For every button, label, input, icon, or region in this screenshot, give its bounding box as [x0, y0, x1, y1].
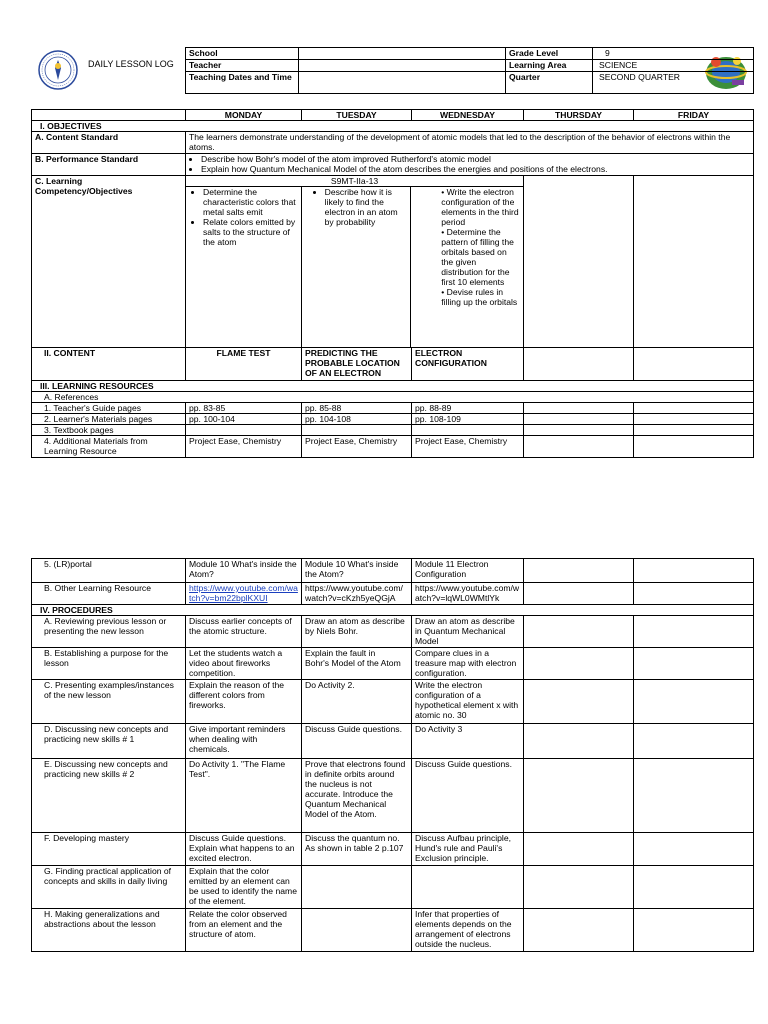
content-tuesday: PREDICTING THE PROBABLE LOCATION OF AN ELECTRON [302, 348, 412, 381]
learning-area-label: Learning Area [506, 60, 593, 72]
procedure-c-tuesday: Do Activity 2. [302, 680, 412, 724]
procedure-b-tuesday [302, 648, 412, 680]
learners-materials-thursday [524, 414, 634, 425]
lr-portal-wednesday: Module 11 Electron Configuration [412, 559, 524, 583]
procedure-c-monday: Explain the reason of the different colors from fireworks. [186, 680, 302, 724]
procedure-c-wednesday: Write the electron configuration of a hypothetical element x with atomic no. 30 [412, 680, 524, 724]
procedure-d-friday [634, 724, 754, 759]
procedure-e-wednesday: Discuss Guide questions. [412, 759, 524, 833]
school-label: School [186, 48, 299, 60]
procedure-e-tuesday: Prove that electrons found in definite orbits around the nucleus is not accurate. Introduce the Quantum Mechanical Model of the Atom. [302, 759, 412, 833]
procedure-e-friday [634, 759, 754, 833]
procedure-f-tuesday: Discuss the quantum no. As shown in table 2 p.107 [302, 833, 412, 866]
objective-item: • Relate colors emitted by salts to the structure of the atom [203, 217, 298, 247]
teachers-guide-wednesday: pp. 88-89 [412, 403, 524, 414]
day-header-monday: MONDAY [186, 110, 302, 121]
competency-label-line-2: Competency/Objectives [35, 186, 133, 196]
procedure-h-monday: Relate the color observed from an element and the structure of atom. [186, 909, 302, 952]
school-value [299, 48, 506, 60]
procedure-b-tuesday-line-1: Explain the fault in [305, 648, 376, 658]
procedure-g-label: G. Finding practical application of concepts and skills in daily living [32, 866, 186, 909]
learning-area-value: SCIENCE [593, 60, 754, 72]
teachers-guide-label: 1. Teacher's Guide pages [32, 403, 186, 414]
procedure-a-wednesday: Draw an atom as describe in Quantum Mechanical Model [412, 616, 524, 648]
procedure-f-thursday [524, 833, 634, 866]
procedure-c-friday [634, 680, 754, 724]
header-table [185, 47, 754, 94]
procedure-c-thursday [524, 680, 634, 724]
tuesday-objectives [302, 187, 412, 347]
learners-materials-label: 2. Learner's Materials pages [32, 414, 186, 425]
procedure-f-wednesday-line-3: Exclusion principle. [415, 853, 489, 863]
lr-portal-friday [634, 559, 754, 583]
objective-item: • Write the electron configuration of the elements in the third period [441, 187, 519, 227]
lesson-log-table-2 [31, 558, 754, 952]
competency-label [32, 176, 186, 348]
procedure-a-monday: Discuss earlier concepts of the atomic structure. [186, 616, 302, 648]
additional-materials-wednesday: Project Ease, Chemistry [412, 436, 524, 458]
performance-standard-item: • Explain how Quantum Mechanical Model of the atom describes the energies and positions of the electrons. [201, 164, 750, 174]
day-header-tuesday: TUESDAY [302, 110, 412, 121]
procedure-f-wednesday-line-2: Hund's rule and Pauli's [415, 843, 503, 853]
lr-portal-monday: Module 10 What's inside the Atom? [186, 559, 302, 583]
other-resource-tuesday: https://www.youtube.com/watch?v=cKzh5yeQGjA [302, 583, 412, 605]
document-title: DAILY LESSON LOG [88, 59, 174, 69]
additional-materials-monday: Project Ease, Chemistry [186, 436, 302, 458]
procedure-b-tuesday-line-2: Bohr's Model of the Atom [305, 658, 401, 668]
grade-level-label: Grade Level [506, 48, 593, 60]
teaching-dates-label: Teaching Dates and Time [186, 72, 299, 94]
content-friday [634, 348, 754, 381]
friday-objectives [634, 176, 754, 348]
additional-materials-friday [634, 436, 754, 458]
procedure-b-monday: Let the students watch a video about fireworks competition. [186, 648, 302, 680]
header-blank-cell [32, 110, 186, 121]
competency-code: S9MT-IIa-13 [330, 176, 379, 186]
performance-standard-label: B. Performance Standard [32, 154, 186, 176]
procedure-d-monday: Give important reminders when dealing with chemicals. [186, 724, 302, 759]
teachers-guide-tuesday: pp. 85-88 [302, 403, 412, 414]
procedure-h-wednesday: Infer that properties of elements depends on the arrangement of electrons outside the nucleus. [412, 909, 524, 952]
textbook-wednesday [412, 425, 524, 436]
other-resource-wednesday: https://www.youtube.com/watch?v=lqWL0WMtlYk [412, 583, 524, 605]
textbook-monday [186, 425, 302, 436]
quarter-label: Quarter [506, 72, 593, 94]
procedure-a-label: A. Reviewing previous lesson or presenting the new lesson [32, 616, 186, 648]
procedure-g-wednesday [412, 866, 524, 909]
lr-portal-label: 5. (LR)portal [32, 559, 186, 583]
procedure-h-tuesday [302, 909, 412, 952]
textbook-friday [634, 425, 754, 436]
procedure-f-friday [634, 833, 754, 866]
additional-materials-label: 4. Additional Materials from Learning Resource [32, 436, 186, 458]
other-resource-monday [186, 583, 302, 605]
procedure-g-monday: Explain that the color emitted by an element can be used to identify the name of the element. [186, 866, 302, 909]
content-thursday [524, 348, 634, 381]
competency-cell [186, 176, 524, 348]
objective-item: • Determine the characteristic colors that metal salts emit [203, 187, 298, 217]
procedure-e-label: E. Discussing new concepts and practicing new skills # 2 [32, 759, 186, 833]
other-resource-friday [634, 583, 754, 605]
procedures-heading: IV. PROCEDURES [32, 605, 754, 616]
teacher-label: Teacher [186, 60, 299, 72]
content-standard-text: The learners demonstrate understanding of the development of atomic models that led to the description of the behavior of electrons within the atoms. [186, 132, 754, 154]
objective-item: • Determine the pattern of filling the orbitals based on the given distribution for the first 10 elements [441, 227, 514, 287]
competency-label-line-1: C. Learning [35, 176, 83, 186]
procedure-f-monday: Discuss Guide questions. Explain what happens to an excited electron. [186, 833, 302, 866]
other-resource-thursday [524, 583, 634, 605]
lr-portal-thursday [524, 559, 634, 583]
procedure-g-tuesday [302, 866, 412, 909]
day-header-wednesday: WEDNESDAY [412, 110, 524, 121]
learners-materials-friday [634, 414, 754, 425]
quarter-value: SECOND QUARTER [593, 72, 754, 94]
performance-standard-text [186, 154, 754, 176]
procedure-f-wednesday [412, 833, 524, 866]
wednesday-objectives [411, 187, 523, 347]
teachers-guide-thursday [524, 403, 634, 414]
procedure-a-thursday [524, 616, 634, 648]
procedure-h-thursday [524, 909, 634, 952]
procedure-d-thursday [524, 724, 634, 759]
content-wednesday: ELECTRON CONFIGURATION [412, 348, 524, 381]
procedure-g-friday [634, 866, 754, 909]
lr-portal-tuesday: Module 10 What's inside the Atom? [302, 559, 412, 583]
teachers-guide-monday: pp. 83-85 [186, 403, 302, 414]
procedure-b-thursday [524, 648, 634, 680]
procedure-g-thursday [524, 866, 634, 909]
references-label: A. References [32, 392, 754, 403]
learners-materials-tuesday: pp. 104-108 [302, 414, 412, 425]
procedure-c-label: C. Presenting examples/instances of the new lesson [32, 680, 186, 724]
content-label: II. CONTENT [32, 348, 186, 381]
procedure-h-label: H. Making generalizations and abstractions about the lesson [32, 909, 186, 952]
procedure-b-friday [634, 648, 754, 680]
performance-standard-item: • Describe how Bohr's model of the atom improved Rutherford's atomic model [201, 154, 750, 164]
other-resource-label: B. Other Learning Resource [32, 583, 186, 605]
procedure-b-wednesday: Compare clues in a treasure map with electron configuration. [412, 648, 524, 680]
procedure-a-friday [634, 616, 754, 648]
teachers-guide-friday [634, 403, 754, 414]
youtube-link[interactable]: https://www.youtube.com/watch?v=bm22bplKXUI [189, 583, 298, 603]
content-standard-label: A. Content Standard [32, 132, 186, 154]
procedure-e-thursday [524, 759, 634, 833]
procedure-h-friday [634, 909, 754, 952]
learning-resources-heading: III. LEARNING RESOURCES [32, 381, 754, 392]
day-header-thursday: THURSDAY [524, 110, 634, 121]
objective-item: • Devise rules in filling up the orbitals [441, 287, 518, 307]
textbook-pages-label: 3. Textbook pages [32, 425, 186, 436]
learners-materials-monday: pp. 100-104 [186, 414, 302, 425]
procedure-d-tuesday: Discuss Guide questions. [302, 724, 412, 759]
procedure-d-label: D. Discussing new concepts and practicing new skills # 1 [32, 724, 186, 759]
teacher-value [299, 60, 506, 72]
lesson-log-table-1 [31, 109, 754, 458]
procedure-f-wednesday-line-1: Discuss Aufbau principle, [415, 833, 512, 843]
procedure-f-label: F. Developing mastery [32, 833, 186, 866]
additional-materials-tuesday: Project Ease, Chemistry [302, 436, 412, 458]
procedure-b-label: B. Establishing a purpose for the lesson [32, 648, 186, 680]
deped-seal-logo [38, 50, 78, 90]
grade-level-value: 9 [593, 48, 754, 60]
procedure-e-monday: Do Activity 1. "The Flame Test". [186, 759, 302, 833]
learners-materials-wednesday: pp. 108-109 [412, 414, 524, 425]
textbook-tuesday [302, 425, 412, 436]
procedure-d-wednesday: Do Activity 3 [412, 724, 524, 759]
content-monday: FLAME TEST [186, 348, 302, 381]
additional-materials-thursday [524, 436, 634, 458]
objective-item: • Describe how it is likely to find the electron in an atom by probability [325, 187, 408, 227]
procedure-a-tuesday: Draw an atom as describe by Niels Bohr. [302, 616, 412, 648]
thursday-objectives [524, 176, 634, 348]
teaching-dates-value [299, 72, 506, 94]
textbook-thursday [524, 425, 634, 436]
objectives-heading: I. OBJECTIVES [32, 121, 754, 132]
day-header-friday: FRIDAY [634, 110, 754, 121]
monday-objectives [186, 187, 302, 347]
